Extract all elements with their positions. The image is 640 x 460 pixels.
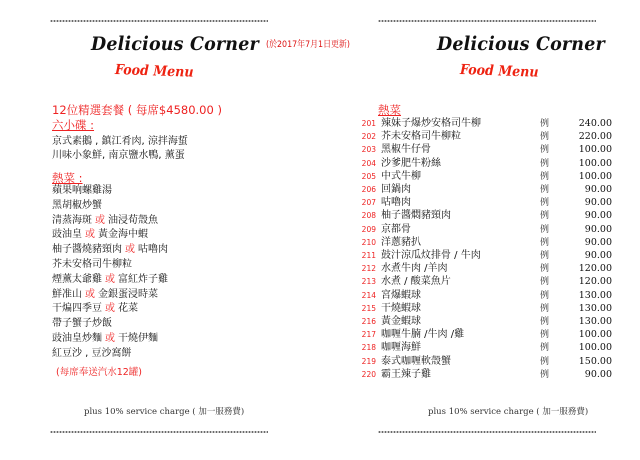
item-price: 120.00 xyxy=(578,263,612,275)
item-name: 泰式咖喱軟殼蟹 xyxy=(381,355,451,367)
item-price: 220.00 xyxy=(578,131,612,143)
right-menu-page xyxy=(320,0,640,460)
item-number: 217 xyxy=(361,330,376,340)
item-number: 212 xyxy=(361,264,376,274)
dish-name: 黑胡椒炒蟹 xyxy=(52,199,102,211)
dish-alternative: 富紅炸子雞 xyxy=(118,273,168,285)
item-name: 回鍋肉 xyxy=(381,184,411,195)
set-dish-item xyxy=(52,214,158,228)
or-separator: 或 xyxy=(125,244,135,256)
brand-title: Delicious Corner xyxy=(437,33,605,55)
set-dish-item xyxy=(52,332,158,346)
bottom-star-border xyxy=(50,429,268,435)
item-unit: 例 xyxy=(540,158,550,169)
menu-item-row xyxy=(360,170,620,184)
menu-item-row xyxy=(360,302,620,316)
set-menu-title: 12位精選套餐 ( 每席$4580.00 ) xyxy=(52,103,222,117)
hot-dishes-title: 熱菜 : xyxy=(52,171,83,185)
or-separator: 或 xyxy=(95,214,105,226)
menu-item-row xyxy=(360,143,620,157)
item-name: 芥未安格司牛柳粒 xyxy=(381,131,461,143)
item-unit: 例 xyxy=(540,330,550,341)
menu-item-row xyxy=(360,196,620,210)
item-number: 209 xyxy=(361,224,376,234)
dish-alternative: 黃金海中蝦 xyxy=(98,229,148,241)
cold-dishes-title: 六小碟 : xyxy=(52,118,95,132)
item-price: 120.00 xyxy=(578,276,612,288)
menu-item-row xyxy=(360,289,620,303)
menu-item-row xyxy=(360,328,620,342)
dish-name: 柚子醬燒豬頸肉 xyxy=(52,244,122,256)
item-number: 219 xyxy=(361,356,376,366)
top-star-border xyxy=(50,18,268,24)
item-name: 鼓汁涼瓜炆排骨 / 牛肉 xyxy=(381,250,481,261)
item-name: 咕嚕肉 xyxy=(381,197,411,209)
set-dish-item xyxy=(52,228,148,242)
item-price: 90.00 xyxy=(584,210,612,222)
dish-name: 帶子蟹子炒飯 xyxy=(52,318,112,330)
item-unit: 例 xyxy=(540,264,550,275)
item-unit: 例 xyxy=(540,119,550,129)
item-number: 206 xyxy=(361,185,376,194)
dish-name: 芥未安格司牛柳粒 xyxy=(52,259,132,270)
item-unit: 例 xyxy=(540,251,550,261)
item-name: 京都骨 xyxy=(381,223,411,235)
item-price: 100.00 xyxy=(578,329,612,341)
service-charge-note: plus 10% service charge ( 加一服務費) xyxy=(428,407,589,417)
dish-name: 清蒸海斑 xyxy=(52,214,92,226)
item-price: 100.00 xyxy=(578,342,612,354)
item-unit: 例 xyxy=(540,185,550,195)
menu-item-row xyxy=(360,275,620,289)
item-name: 中式牛柳 xyxy=(381,170,421,182)
item-number: 208 xyxy=(361,211,376,221)
item-number: 211 xyxy=(361,251,376,260)
dish-name: 干煸四季豆 xyxy=(52,303,102,315)
item-unit: 例 xyxy=(540,343,550,354)
item-name: 洋蔥豬扒 xyxy=(381,236,421,248)
dish-alternative: 金銀蛋浸時菜 xyxy=(98,288,158,300)
bottom-star-border xyxy=(378,429,596,435)
menu-item-row xyxy=(360,209,620,223)
menu-item-row xyxy=(360,130,620,144)
item-number: 210 xyxy=(361,237,376,247)
item-name: 干燒蝦球 xyxy=(381,302,421,314)
item-price: 100.00 xyxy=(578,157,612,169)
item-number: 201 xyxy=(361,119,376,128)
item-price: 130.00 xyxy=(578,289,612,301)
item-unit: 例 xyxy=(540,317,550,327)
promo-note: (每席奉送汽水12罐) xyxy=(56,367,143,378)
dish-alternative: 咕嚕肉 xyxy=(138,244,168,256)
dish-name: 蘋果响螺雞湯 xyxy=(52,185,112,196)
item-number: 202 xyxy=(361,132,376,142)
set-dish-item xyxy=(52,243,168,257)
dish-alternative: 花菜 xyxy=(118,303,138,315)
item-name: 咖喱海鮮 xyxy=(381,342,421,354)
item-name: 水煮 / 酸菜魚片 xyxy=(381,276,451,288)
dish-name: 鮮准山 xyxy=(52,288,82,300)
item-price: 130.00 xyxy=(578,302,612,314)
menu-item-row xyxy=(360,183,620,197)
item-unit: 例 xyxy=(540,198,550,209)
item-number: 215 xyxy=(361,303,376,313)
set-dish-item xyxy=(52,288,158,302)
item-price: 240.00 xyxy=(578,118,612,129)
item-name: 宮爆蝦球 xyxy=(381,289,421,301)
item-number: 214 xyxy=(361,290,376,300)
or-separator: 或 xyxy=(105,333,115,344)
item-number: 213 xyxy=(361,277,376,287)
menu-item-row xyxy=(360,236,620,250)
item-number: 204 xyxy=(361,158,376,168)
menu-item-row xyxy=(360,117,620,131)
item-price: 150.00 xyxy=(578,355,612,367)
set-dish-item xyxy=(52,184,112,198)
brand-title: Delicious Corner xyxy=(91,33,259,55)
menu-item-row xyxy=(360,262,620,276)
set-dish-item xyxy=(52,273,168,287)
item-price: 90.00 xyxy=(584,236,612,248)
item-price: 90.00 xyxy=(584,223,612,235)
menu-item-row xyxy=(360,341,620,355)
item-unit: 例 xyxy=(540,132,550,143)
set-dish-item xyxy=(52,199,102,213)
item-number: 216 xyxy=(361,317,376,326)
item-name: 黃金蝦球 xyxy=(381,316,421,327)
item-unit: 例 xyxy=(540,237,550,248)
set-dish-item xyxy=(52,302,138,316)
menu-item-row xyxy=(360,315,620,329)
item-price: 90.00 xyxy=(584,250,612,261)
top-star-border xyxy=(378,18,596,24)
set-dish-item xyxy=(52,258,132,272)
item-name: 霸王辣子雞 xyxy=(381,368,431,380)
menu-item-row xyxy=(360,223,620,237)
dish-name: 煙薰太爺雞 xyxy=(52,273,102,285)
or-separator: 或 xyxy=(105,303,115,315)
item-price: 130.00 xyxy=(578,316,612,327)
item-unit: 例 xyxy=(540,171,550,182)
service-charge-note: plus 10% service charge ( 加一服務費) xyxy=(84,407,245,417)
item-number: 220 xyxy=(361,369,376,379)
item-name: 咖喱牛腩 /牛肉 /雞 xyxy=(381,329,465,341)
menu-item-row xyxy=(360,355,620,369)
item-unit: 例 xyxy=(540,211,550,222)
menu-item-row xyxy=(360,368,620,382)
item-name: 黑椒牛仔骨 xyxy=(381,144,431,156)
or-separator: 或 xyxy=(85,229,95,241)
or-separator: 或 xyxy=(85,288,95,300)
item-name: 辣妹子爆炒安格司牛柳 xyxy=(381,118,481,129)
dish-name: 豉油皇 xyxy=(52,229,82,241)
item-number: 203 xyxy=(361,145,376,155)
item-unit: 例 xyxy=(540,356,550,367)
or-separator: 或 xyxy=(105,273,115,285)
item-unit: 例 xyxy=(540,277,550,288)
item-name: 柚子醬燜豬頸肉 xyxy=(381,210,451,222)
menu-title: Food Menu xyxy=(114,62,194,81)
item-unit: 例 xyxy=(540,224,550,235)
dish-name: 紅豆沙 , 豆沙窩餅 xyxy=(52,347,132,359)
item-price: 100.00 xyxy=(578,170,612,182)
set-dish-item xyxy=(52,317,112,331)
item-number: 205 xyxy=(361,171,376,181)
menu-item-row xyxy=(360,157,620,171)
set-dish-item xyxy=(52,347,132,361)
cold-dishes-line: 川味小象鮮, 南京鹽水鴨, 薰蛋 xyxy=(52,150,185,161)
menu-title: Food Menu xyxy=(459,62,539,81)
dish-alternative: 干燒伊麵 xyxy=(118,333,158,344)
item-price: 90.00 xyxy=(584,368,612,380)
item-price: 90.00 xyxy=(584,197,612,209)
item-name: 水煮牛肉 /羊肉 xyxy=(381,263,448,275)
item-price: 90.00 xyxy=(584,184,612,195)
menu-item-row xyxy=(360,249,620,263)
item-number: 218 xyxy=(361,343,376,353)
item-price: 100.00 xyxy=(578,144,612,156)
dish-alternative: 油浸荀殼魚 xyxy=(108,214,158,226)
item-name: 沙爹肥牛粉絲 xyxy=(381,157,441,169)
item-unit: 例 xyxy=(540,369,550,380)
cold-dishes-line: 京式素鵝 , 鎮江肴肉, 涼拌海蜇 xyxy=(52,136,188,147)
item-unit: 例 xyxy=(540,303,550,314)
update-date: (於2017年7月1日更新) xyxy=(266,40,350,50)
item-unit: 例 xyxy=(540,290,550,301)
dish-name: 豉油皇炒麵 xyxy=(52,333,102,344)
item-number: 207 xyxy=(361,198,376,208)
hot-dishes-title: 熱菜 xyxy=(378,103,401,117)
item-unit: 例 xyxy=(540,145,550,156)
